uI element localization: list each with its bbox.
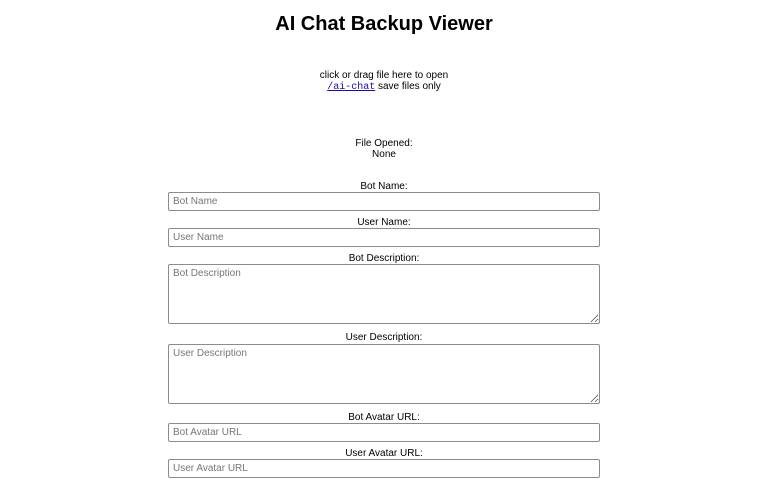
bot-description-label: Bot Description:	[348, 253, 420, 264]
user-avatar-url-label: User Avatar URL:	[345, 448, 423, 459]
dropzone-subtext	[234, 81, 534, 93]
file-dropzone[interactable]	[234, 70, 534, 104]
bot-name-input[interactable]	[168, 192, 600, 211]
dropzone-subtext-suffix: save files only	[375, 81, 441, 92]
ai-chat-link[interactable]: /ai-chat	[327, 82, 376, 93]
file-opened-value: None	[372, 149, 396, 160]
user-name-input[interactable]	[168, 228, 600, 247]
bot-avatar-url-input[interactable]	[168, 423, 600, 442]
dropzone-instruction: click or drag file here to open	[319, 70, 449, 81]
bot-avatar-url-label: Bot Avatar URL:	[348, 412, 420, 423]
user-description-textarea[interactable]	[168, 344, 600, 404]
user-name-label: User Name:	[357, 217, 411, 228]
file-opened-label: File Opened:	[355, 138, 413, 149]
user-avatar-url-input[interactable]	[168, 459, 600, 478]
page-title: AI Chat Backup Viewer	[275, 13, 493, 35]
user-description-label: User Description:	[345, 332, 423, 343]
bot-description-textarea[interactable]	[168, 264, 600, 324]
bot-name-label: Bot Name:	[360, 181, 408, 192]
file-status	[284, 138, 484, 160]
